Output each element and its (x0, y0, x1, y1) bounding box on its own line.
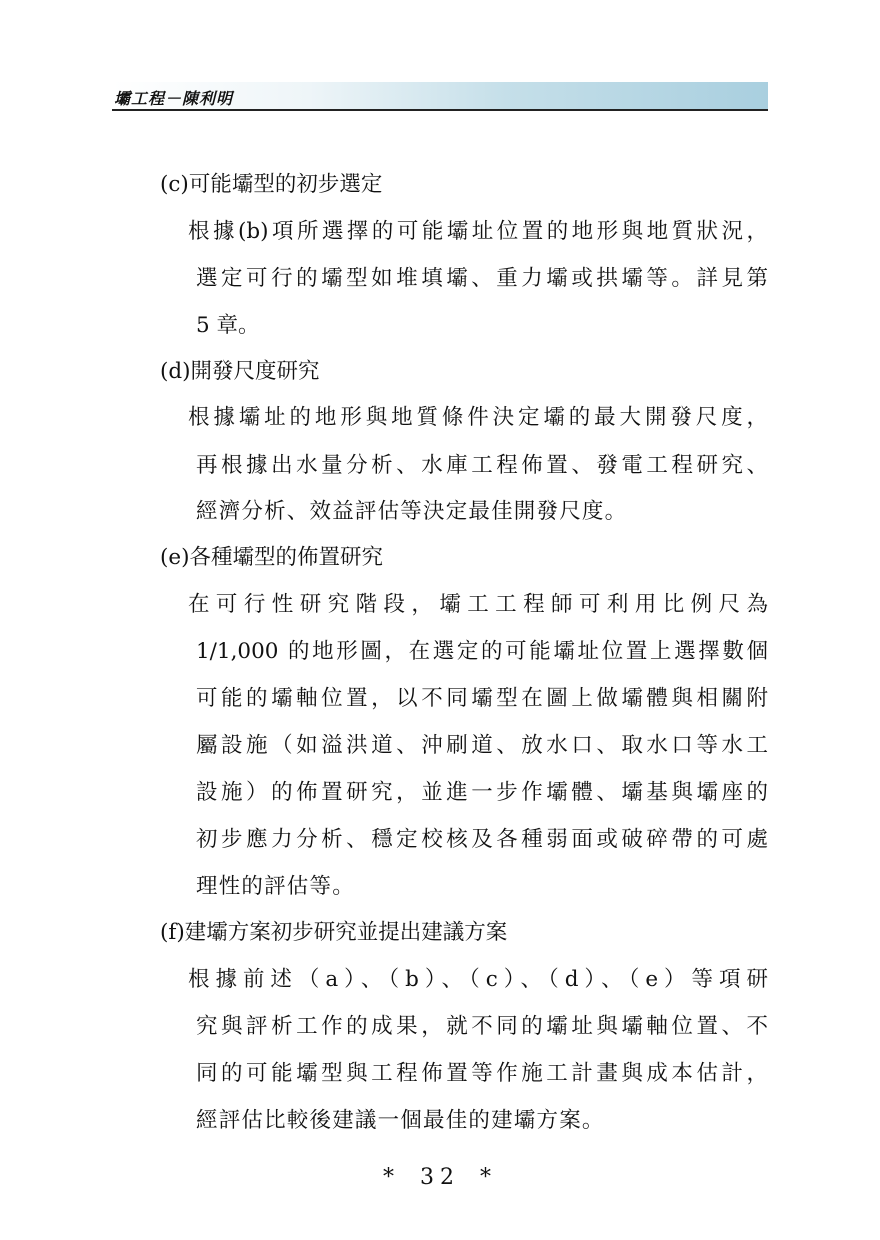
paragraph-line: 1/1,000 的地形圖，在選定的可能壩址位置上選擇數個 (196, 639, 768, 664)
paragraph-line: 屬設施（如溢洪道、沖刷道、放水口、取水口等水工 (196, 733, 768, 758)
paragraph-line: 設施）的佈置研究，並進一步作壩體、壩基與壩座的 (196, 780, 768, 805)
paragraph-line: 根據壩址的地形與地質條件決定壩的最大開發尺度， (188, 405, 768, 430)
paragraph-line: 再根據出水量分析、水庫工程佈置、發電工程研究、 (196, 453, 768, 478)
paragraph-line: 5 章。 (196, 313, 260, 338)
paragraph-line: 理性的評估等。 (196, 874, 355, 899)
page-footer (0, 1165, 880, 1190)
paragraph-line: 究與評析工作的成果，就不同的壩址與壩軸位置、不 (196, 1014, 768, 1039)
paragraph-line: 在可行性研究階段，壩工工程師可利用比例尺為 (188, 592, 768, 617)
heading-f: (f)建壩方案初步研究並提出建議方案 (160, 920, 508, 945)
paragraph-line: 根據前述（a）、（b）、（c）、（d）、（e）等項研 (188, 967, 768, 992)
paragraph-line: 同的可能壩型與工程佈置等作施工計畫與成本估計， (196, 1061, 768, 1086)
paragraph-line: 初步應力分析、穩定校核及各種弱面或破碎帶的可處 (196, 827, 768, 852)
paragraph-line: 根據(b)項所選擇的可能壩址位置的地形與地質狀況， (188, 219, 768, 244)
paragraph-line: 選定可行的壩型如堆填壩、重力壩或拱壩等。詳見第 (196, 266, 768, 291)
running-header-title: 壩工程－陳利明 (114, 89, 234, 108)
paragraph-line: 經濟分析、效益評估等決定最佳開發尺度。 (196, 499, 628, 524)
page-number: 32 (420, 1165, 460, 1190)
paragraph-line: 可能的壩軸位置，以不同壩型在圖上做壩體與相關附 (196, 686, 768, 711)
footer-star-right: * (480, 1165, 497, 1190)
heading-e: (e)各種壩型的佈置研究 (160, 545, 384, 570)
heading-c: (c)可能壩型的初步選定 (160, 172, 383, 197)
footer-star-left: * (383, 1165, 400, 1190)
heading-d: (d)開發尺度研究 (160, 359, 320, 384)
paragraph-line: 經評估比較後建議一個最佳的建壩方案。 (196, 1108, 605, 1133)
